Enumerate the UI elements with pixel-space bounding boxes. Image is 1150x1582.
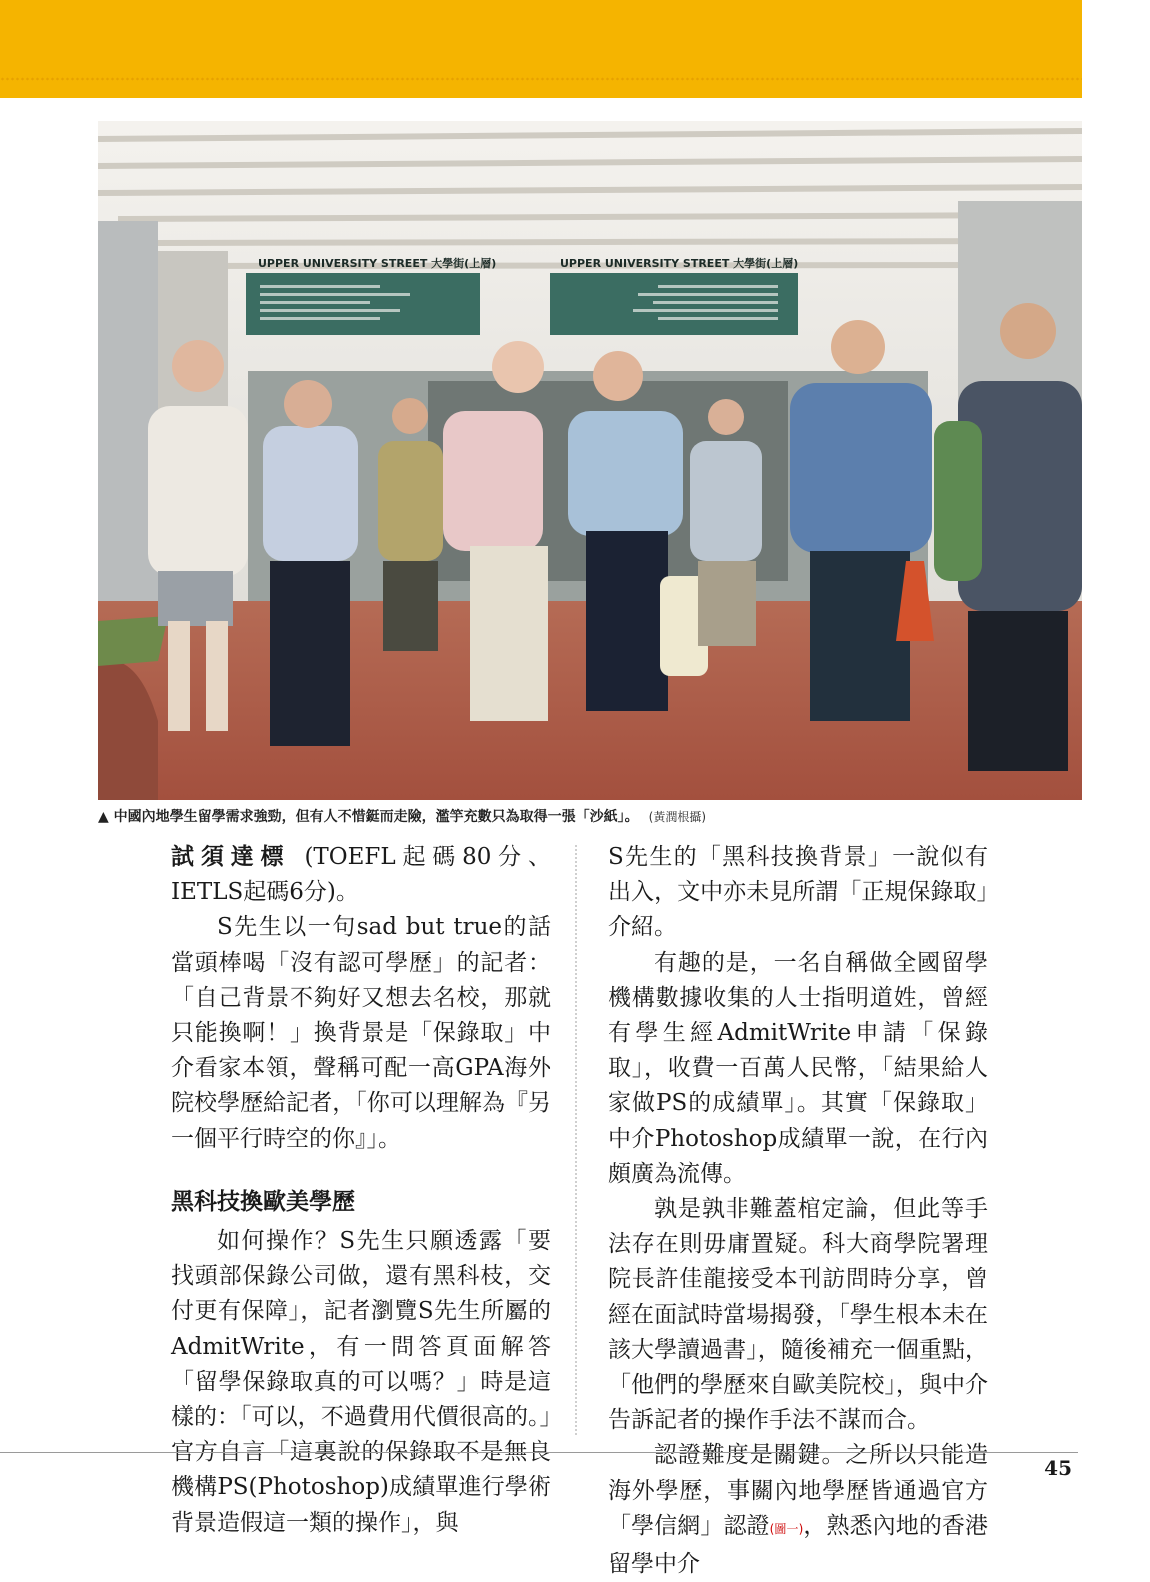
right-column — [608, 840, 988, 1582]
right-paragraph-3: 孰是孰非難蓋棺定論，但此等手法存在則毋庸置疑。科大商學院署理院長許佳龍接受本刊訪問時分享，曾經在面試時當場揭發，「學生根本未在該大學讀過書」，隨後補充一個重點，「他們的學歷來自歐美院校」，與中介告訴記者的操作手法不謀而合。 — [608, 1196, 988, 1434]
footer-rule — [0, 1452, 1078, 1453]
right-p4-after: ，熟悉內地的香港留學中介 — [608, 1512, 989, 1578]
right-paragraph-2: 有趣的是，一名自稱做全國留學機構數據收集的人士指明道姓，曾經有學生經AdmitWrite申請「保錄取」，收費一百萬人民幣，「結果給人家做PS的成績單」。其實「保錄取」中介Photoshop成績單一說，在行內頗廣為流傳。 — [608, 949, 988, 1187]
photo-credit: (黃潤根攝) — [648, 810, 707, 824]
left-paragraph-1 — [171, 840, 551, 910]
page-number: 45 — [1044, 1456, 1072, 1480]
dotted-rule — [0, 76, 1082, 82]
right-paragraph-4 — [608, 1438, 988, 1582]
lead-bold-text: 試須達標 — [171, 844, 291, 870]
left-p1-rest: (TOEFL起碼80分、IETLS起碼6分)。 — [171, 844, 552, 906]
sign-left-text: UPPER UNIVERSITY STREET 大學街(上層) — [258, 257, 497, 270]
sign-right-text: UPPER UNIVERSITY STREET 大學街(上層) — [560, 257, 799, 270]
column-divider — [575, 845, 577, 1435]
left-paragraph-3: 如何操作？S先生只願透露「要找頭部保錄公司做，還有黑科枝，交付更有保障」，記者瀏覽S先生所屬的AdmitWrite，有一問答頁面解答「留學保錄取真的可以嗎？」時是這樣的：「可以，不過費用代價很高的。」官方自言「這裏說的保錄取不是無良機構PS(Photoshop)成績單進行學術背景造假這一類的操作」，與 — [171, 1228, 551, 1536]
caption-text: ▲ 中國內地學生留學需求強勁，但有人不惜鋌而走險，濫竽充數只為取得一張「沙紙」。 — [98, 809, 639, 825]
left-column — [171, 840, 551, 1541]
right-paragraph-1: S先生的「黑科技換背景」一說似有出入，文中亦未見所謂「正規保錄取」介紹。 — [608, 844, 988, 941]
photo-caption — [98, 807, 1082, 827]
left-paragraph-2: S先生以一句sad but true的話當頭棒喝「沒有認可學歷」的記者：「自己背景不夠好又想去名校，那就只能換啊！」換背景是「保錄取」中介看家本領，聲稱可配一高GPA海外院校學歷給記者，「你可以理解為『另一個平行時空的你』」。 — [171, 914, 551, 1152]
figure-reference: (圖一) — [769, 1521, 804, 1536]
section-subheading: 黑科技換歐美學歷 — [171, 1188, 355, 1215]
news-photo — [98, 121, 1082, 800]
top-color-band — [0, 0, 1082, 98]
right-p4-before: 認證難度是關鍵。之所以只能造海外學歷，事關內地學歷皆通過官方「學信網」認證 — [608, 1442, 988, 1539]
